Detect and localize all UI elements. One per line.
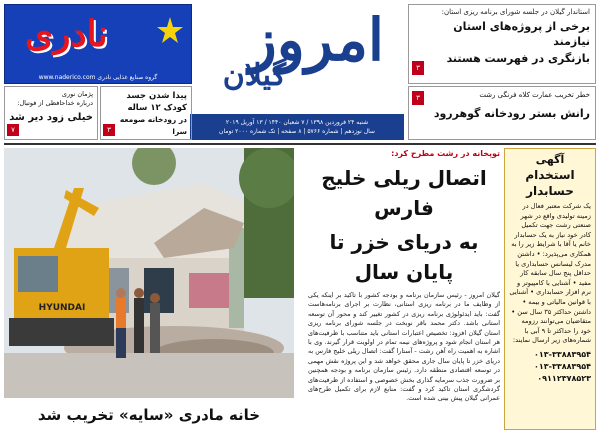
page-badge: ۳ xyxy=(412,91,424,105)
logo-sub-text: گیلان xyxy=(222,58,286,93)
main-story-headline-2: به دریای خزر تا پایان سال xyxy=(329,230,479,284)
masthead xyxy=(190,4,404,140)
teaser-top-kicker: استاندار گیلان در جلسه شورای برنامه ریزی استان: xyxy=(441,8,590,16)
demolition-photo[interactable] xyxy=(4,148,294,398)
teaser-mid-kicker: خطر تخریب عمارت کلاه فرنگی رشت xyxy=(479,91,590,99)
page-badge: ۳ xyxy=(103,124,115,136)
photo-caption: خانه مادری «سایه» تخریب شد xyxy=(37,406,261,424)
teaser-small-b-kicker: پژمان نوری xyxy=(61,90,93,98)
advertisement-nadri[interactable] xyxy=(4,4,192,84)
dateline-date: شنبه ۲۴ فروردین ۱۳۹۸ / ۷ شعبان ۱۴۴۰ / ۱۳ آوریل ۲۰۱۹ xyxy=(225,119,369,126)
teaser-small-b-kicker-2: درباره خداحافظی از فوتبال: xyxy=(17,99,93,107)
logo-main-text: امروز xyxy=(248,6,384,74)
excavator-brand-label: HYUNDAI xyxy=(38,303,86,313)
main-story-body: گیلان امروز - رئیس سازمان برنامه و بودجه کشور با تاکید بر اینکه یکی از وظایف ما در برنامه ریزی استانی، نظارت بر اجرای برنامه‌هاست گفت: باید ایدئولوژی برنامه ریزی در کشور تغییر کند و محور آن توسعه استانی باشد. دکتر محمد باقر نوبخت در جلسه شورای برنامه ریزی استان گیلان افزود: تخصیص اعتبارات استانی باید متناسب با ظرفیت‌های هر استان انجام شود و پروژه‌های نیمه تمام در اولویت قرار گیرند. وی با اشاره به اهمیت راه آهن رشت - آستارا گفت: اتصال ریلی خلیج فارس به دریای خزر تا پایان سال جاری محقق خواهد شد و این پروژه نقش مهمی در توسعه اقتصادی منطقه دارد. رئیس سازمان برنامه و بودجه همچنین بر ضرورت جذب سرمایه گذاری بخش خصوصی و استفاده از ظرفیت‌های گردشگری استان تاکید کرد و گفت: منابع لازم برای تکمیل طرح‌های عمرانی گیلان پیش بینی شده است. xyxy=(308,291,500,403)
job-advertisement[interactable] xyxy=(504,148,596,430)
main-story[interactable] xyxy=(308,148,500,430)
ad-brand-logo: نادری xyxy=(25,13,108,55)
photo-story[interactable] xyxy=(4,148,294,430)
dateline-issue: سال نوزدهم | شماره ۵۷۶۶ | ۸ صفحه | تک شماره ۲۰۰۰ تومان xyxy=(219,128,375,135)
job-ad-subtitle: استخدام حسابدار xyxy=(525,168,575,198)
dateline xyxy=(190,114,404,140)
teaser-small-a[interactable] xyxy=(100,86,192,140)
teaser-small-a-headline-1: پیدا شدن جسد xyxy=(126,91,187,101)
page-badge: ۷ xyxy=(7,124,19,136)
page-badge: ۳ xyxy=(412,61,424,75)
teaser-small-a-headline-3: در رودخانه صومعه سرا xyxy=(119,115,187,136)
teaser-small-a-headline-2: کودک ۱۲ ساله xyxy=(127,103,187,113)
brand-star-icon xyxy=(155,15,185,55)
teaser-top[interactable] xyxy=(408,4,596,84)
teaser-top-headline-1: برخی از پروژه‌های استان نیازمند xyxy=(453,20,590,48)
main-story-kicker: توپخانه در رشت مطرح کرد: xyxy=(391,149,500,158)
teaser-mid-headline: رانش بستر رودخانه گوهررود xyxy=(433,107,590,120)
newspaper-logo xyxy=(190,4,404,114)
ad-website: www.naderico.com گروه صنایع غذایی نادری xyxy=(38,74,158,81)
teaser-top-headline-2: بازنگری در فهرست هستند xyxy=(446,52,590,65)
teaser-small-b[interactable] xyxy=(4,86,98,140)
demolition-scene-image xyxy=(4,148,294,398)
job-ad-title: آگهی xyxy=(535,153,565,166)
section-divider xyxy=(4,143,596,145)
teaser-mid[interactable] xyxy=(408,86,596,140)
main-story-headline-1: اتصال ریلی خلیج فارس xyxy=(321,166,487,220)
job-ad-phones: ۰۱۳-۳۳۸۸۳۹۵۴ ۰۱۳-۳۳۸۸۳۹۵۴ ۰۹۱۱۲۳۷۸۵۲۳ xyxy=(533,349,591,383)
teaser-small-b-headline: خیلی زود دیر شد xyxy=(9,112,93,123)
job-ad-body: یک شرکت معتبر فعال در زمینه تولیدی واقع در شهر صنعتی رشت جهت تکمیل کادر خود نیاز به یک حسابدار خانم یا آقا با شرایط زیر را به همکاری می‌پذیرد: • داشتن مدرک لیسانس حسابداری یا حداقل پنج سال سابقه کار مفید • آشنایی با کامپیوتر و نرم افزار حسابداری • آشنایی با قوانین مالیاتی و بیمه • داشتن حداکثر ۳۵ سال سن • متقاضیان می‌توانند رزومه خود را حداکثر تا ۹ آبی با شماره‌های زیر ارسال نمایند: xyxy=(509,202,591,345)
